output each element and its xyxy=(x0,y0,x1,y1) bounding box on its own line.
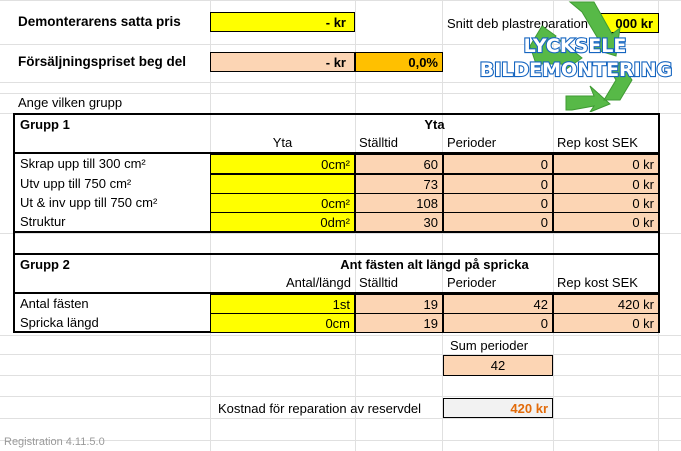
grupp1-row-perioder: 0 xyxy=(443,154,553,174)
demonterare-price-label: Demonterarens satta pris xyxy=(18,14,181,29)
kostnad-value: 420 kr xyxy=(443,398,553,418)
grupp1-header-stalltid: Ställtid xyxy=(359,135,399,150)
recycle-icon xyxy=(530,2,632,112)
grupp2-row-kost: 420 kr xyxy=(553,294,659,314)
grupp2-header-kost: Rep kost SEK xyxy=(557,275,638,290)
grupp1-row-perioder: 0 xyxy=(443,212,553,232)
grupp1-row-kost: 0 kr xyxy=(553,154,659,174)
sale-price-label: Försäljningspriset beg del xyxy=(18,54,187,69)
grupp1-header-yta: Yta xyxy=(272,135,293,150)
grupp2-section-title: Ant fästen alt längd på spricka xyxy=(340,257,529,272)
snitt-deb-value: 000 kr xyxy=(595,13,659,33)
spacer-row-frame xyxy=(13,231,660,255)
grupp1-row-label: Utv upp till 750 cm² xyxy=(20,176,132,191)
grupp2-header-antal: Antal/längd xyxy=(285,275,351,290)
grupp1-row-kost: 0 kr xyxy=(553,174,659,194)
sum-perioder-label: Sum perioder xyxy=(450,338,529,353)
sale-price-value: - kr xyxy=(210,52,355,72)
grupp2-row-label: Antal fästen xyxy=(20,296,89,311)
logo-line2: BILDEMONTERING xyxy=(479,59,673,81)
grupp2-row-input[interactable]: 1st xyxy=(210,294,355,314)
grupp2-title: Grupp 2 xyxy=(20,257,70,272)
grupp2-row-kost: 0 kr xyxy=(553,313,659,333)
grupp2-row-perioder: 0 xyxy=(443,313,553,333)
grupp2-row-perioder: 42 xyxy=(443,294,553,314)
grupp1-header-kost: Rep kost SEK xyxy=(557,135,638,150)
kostnad-label: Kostnad för reparation av reservdel xyxy=(218,401,422,416)
grupp2-row-stalltid: 19 xyxy=(355,294,443,314)
grupp1-row-kost: 0 kr xyxy=(553,212,659,232)
grupp2-row-input[interactable]: 0cm xyxy=(210,313,355,333)
grupp1-row-stalltid: 73 xyxy=(355,174,443,194)
grupp1-row-input[interactable] xyxy=(210,174,355,194)
registration-version: Registration 4.11.5.0 xyxy=(4,436,105,448)
grupp1-header-perioder: Perioder xyxy=(447,135,497,150)
demonterare-price-input[interactable]: - kr xyxy=(210,12,355,32)
lycksele-bildemontering-logo xyxy=(470,0,681,112)
grupp1-title: Grupp 1 xyxy=(20,117,70,132)
grupp2-header-perioder: Perioder xyxy=(447,275,497,290)
grupp1-row-stalltid: 60 xyxy=(355,154,443,174)
grupp2-row-label: Spricka längd xyxy=(20,315,99,330)
grupp1-row-input[interactable]: 0cm² xyxy=(210,154,355,174)
grupp1-row-stalltid: 30 xyxy=(355,212,443,232)
ange-grupp-label: Ange vilken grupp xyxy=(18,95,123,110)
grupp1-row-label: Struktur xyxy=(20,214,66,229)
grupp2-header-stalltid: Ställtid xyxy=(359,275,399,290)
grupp1-row-perioder: 0 xyxy=(443,174,553,194)
grupp1-row-label: Skrap upp till 300 cm² xyxy=(20,156,146,171)
grupp1-row-kost: 0 kr xyxy=(553,193,659,213)
grupp2-row-stalltid: 19 xyxy=(355,313,443,333)
logo-line1: LYCKSELE xyxy=(523,35,627,57)
snitt-deb-label: Snitt deb plastreparation xyxy=(447,16,588,31)
grupp1-row-input[interactable]: 0cm² xyxy=(210,193,355,213)
grupp1-row-stalltid: 108 xyxy=(355,193,443,213)
grupp1-row-perioder: 0 xyxy=(443,193,553,213)
sum-perioder-value: 42 xyxy=(443,355,553,376)
sale-percent-value: 0,0% xyxy=(355,52,443,72)
grupp1-row-input[interactable]: 0dm² xyxy=(210,212,355,232)
grupp1-section-title: Yta xyxy=(424,117,445,132)
grupp1-row-label: Ut & inv upp till 750 cm² xyxy=(20,195,158,210)
